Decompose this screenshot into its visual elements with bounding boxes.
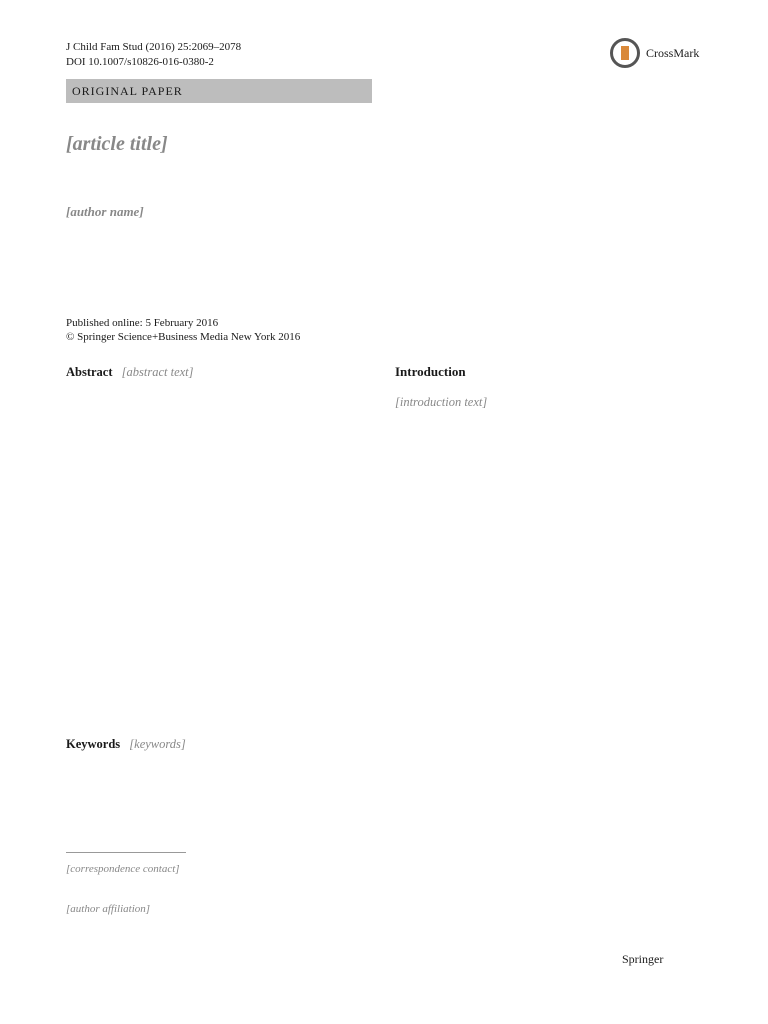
keywords-body: [keywords] [129, 737, 186, 751]
crossmark-icon [610, 38, 640, 68]
crossmark-badge[interactable] [610, 38, 699, 68]
article-title: [article title] [66, 133, 168, 155]
abstract-body: [abstract text] [121, 365, 194, 379]
journal-citation: J Child Fam Stud (2016) 25:2069–2078 [66, 41, 242, 53]
affiliation-footnote: [author affiliation] [66, 903, 151, 915]
published-date: Published online: 5 February 2016 [66, 317, 219, 329]
abstract [66, 364, 376, 380]
footnote-divider [66, 852, 186, 853]
section-heading-introduction: Introduction [395, 364, 466, 379]
abstract-label: Abstract [66, 365, 113, 379]
crossmark-label: CrossMark [646, 45, 700, 60]
author: [author name] [66, 204, 144, 219]
copyright-notice: © Springer Science+Business Media New York 2016 [66, 331, 301, 343]
article-type-banner: ORIGINAL PAPER [66, 79, 372, 103]
introduction-body: [introduction text] [395, 395, 488, 409]
doi: DOI 10.1007/s10826-016-0380-2 [66, 56, 214, 68]
correspondence-footnote: [correspondence contact] [66, 863, 180, 875]
publisher-logo: Springer [622, 952, 664, 966]
keywords [66, 736, 376, 752]
keywords-label: Keywords [66, 737, 121, 751]
